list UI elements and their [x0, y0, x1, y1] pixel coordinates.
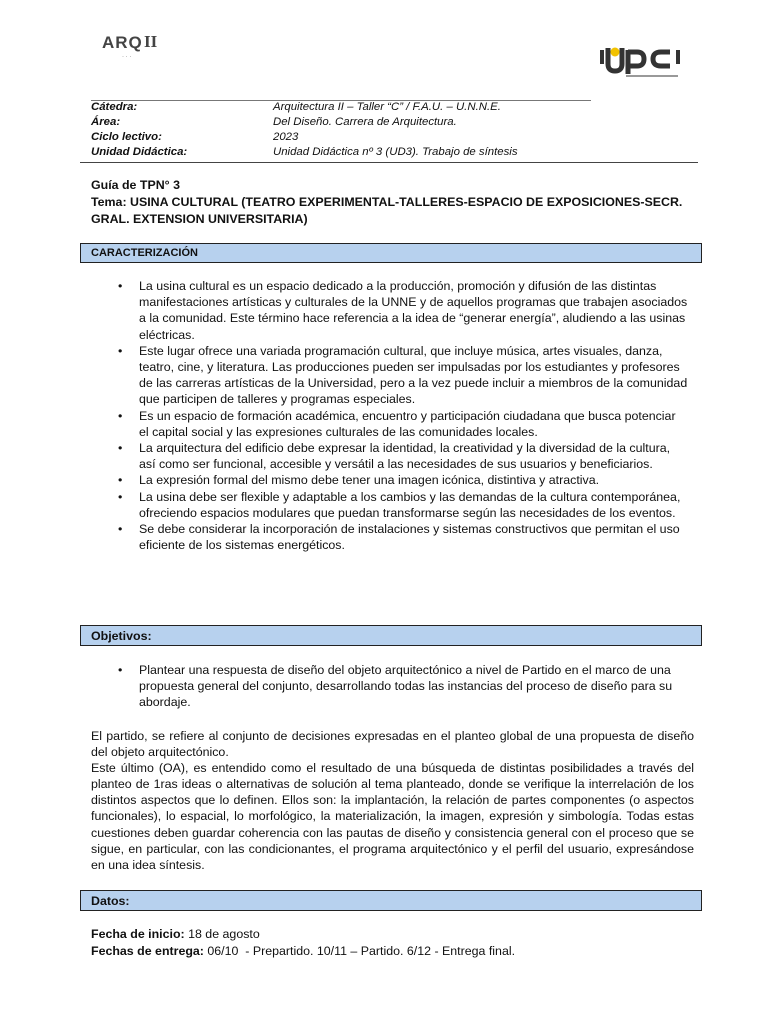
upc-logo: [600, 40, 688, 80]
bullet-icon: •: [118, 408, 123, 423]
header-value-unidad: Unidad Didáctica nº 3 (UD3). Trabajo de síntesis: [273, 146, 518, 158]
list-item: • Es un espacio de formación académica, encuentro y participación ciudadana que busca potenciar el capital social y las expresiones culturales de las comunidades locales.: [118, 408, 676, 439]
header-label-area: Área:: [91, 116, 121, 128]
header-label-ciclo: Ciclo lectivo:: [91, 131, 162, 143]
inicio-label: Fecha de inicio:: [91, 927, 185, 941]
section-bar-datos: [80, 890, 702, 911]
bullet-icon: •: [118, 489, 123, 504]
paragraph: Este último (OA), es entendido como el resultado de una búsqueda de distintas posibilidades a través del planteo de 1ras ideas o alternativas de solución al tema planteado, donde se verifique la interrelación de los distintos aspectos que lo definen. Ellos son: la implantación, la relación de partes componentes (o aspectos funcionales), lo espacial, lo morfológico, la materialización, la imagen, expresión y simbología. Todas estas cuestiones deben guardar coherencia con las pautas de diseño y consistencia general con el proceso que se sigue, en particular, con las condicionantes, el programa arquitectónico y el perfil del usuario, expresándose en una idea síntesis.: [91, 761, 694, 872]
list-item: • Se debe considerar la incorporación de instalaciones y sistemas constructivos que permitan el uso eficiente de los sistemas energéticos.: [118, 522, 680, 553]
section-heading-objetivos: Objetivos:: [91, 628, 152, 643]
header-label-unidad: Unidad Didáctica:: [91, 146, 188, 158]
svg-text:· · ·: · · ·: [122, 54, 132, 60]
objetivos-paragraphs: [91, 728, 694, 873]
entrega-value: 06/10 - Prepartido. 10/11 – Partido. 6/12 - Entrega final.: [203, 944, 516, 958]
bullet-icon: •: [118, 473, 123, 488]
objetivos-list: [118, 662, 688, 711]
tema-title: Tema: USINA CULTURAL (TEATRO EXPERIMENTAL-TALLERES-ESPACIO DE EXPOSICIONES-SECR. GRAL. EXTENSION UNIVERSITARIA): [91, 195, 683, 226]
bullet-icon: •: [118, 441, 123, 456]
header-value-area: Del Diseño. Carrera de Arquitectura.: [273, 116, 457, 128]
header-value-ciclo: 2023: [273, 131, 299, 143]
list-item: • Plantear una respuesta de diseño del objeto arquitectónico a nivel de Partido en el marco de una propuesta general del conjunto, desarrollando todas las instancias del proceso de diseño para su abordaje.: [118, 663, 673, 710]
bullet-icon: •: [118, 279, 123, 293]
entrega-label: Fechas de entrega:: [91, 944, 204, 958]
header-bottom-rule: [80, 162, 698, 163]
arq-ii-logo: [100, 30, 170, 62]
paragraph: El partido, se refiere al conjunto de decisiones expresadas en el planteo global de una propuesta de diseño del objeto arquitectónico.: [91, 729, 694, 760]
datos-entrega: [91, 943, 515, 960]
header-label-catedra: Cátedra:: [91, 101, 138, 113]
inicio-value: 18 de agosto: [184, 927, 260, 941]
svg-text:II: II: [144, 32, 158, 51]
bullet-icon: •: [118, 663, 123, 677]
datos-inicio: [91, 926, 260, 943]
list-item: • La arquitectura del edificio debe expresar la identidad, la creatividad y la diversidad de la cultura, así como ser funcional, accesible y versátil a las necesidades de sus usuarios y beneficiarios.: [118, 441, 671, 472]
caracterizacion-list: [118, 278, 688, 553]
guia-title: Guía de TPN° 3: [91, 178, 180, 192]
section-heading-caracterizacion: CARACTERIZACIÓN: [91, 247, 198, 259]
section-bar-objetivos: [80, 625, 702, 646]
list-item: • La usina cultural es un espacio dedicado a la producción, promoción y difusión de las distintas manifestaciones artísticas y culturales de la UNNE y de aquellos programas que trabajen asociados a la comunidad. Este término hace referencia a la idea de “generar energía”, aludiendo a las usinas eléctricas.: [118, 279, 688, 342]
section-heading-datos: Datos:: [91, 893, 130, 908]
bullet-icon: •: [118, 343, 123, 358]
bullet-icon: •: [118, 522, 123, 537]
svg-text:ARQ: ARQ: [102, 33, 143, 52]
list-item: • Este lugar ofrece una variada programación cultural, que incluye música, artes visuales, danza, teatro, cine, y literatura. Las producciones pueden ser impulsadas por los estudiantes y profesores de las carreras artísticas de la Universidad, pero a la vez puede incluir a miembros de la comunidad que participen de talleres y programas especiales.: [118, 343, 688, 407]
section-bar-caracterizacion: [80, 243, 702, 263]
header-value-catedra: Arquitectura II – Taller “C” / F.A.U. – U.N.N.E.: [273, 101, 501, 113]
list-item: • La usina debe ser flexible y adaptable a los cambios y las demandas de la cultura contemporánea, ofreciendo espacios modulares que puedan transformarse según las necesidades de los eventos.: [118, 489, 681, 520]
list-item: • La expresión formal del mismo debe tener una imagen icónica, distintiva y atractiva.: [118, 473, 600, 488]
